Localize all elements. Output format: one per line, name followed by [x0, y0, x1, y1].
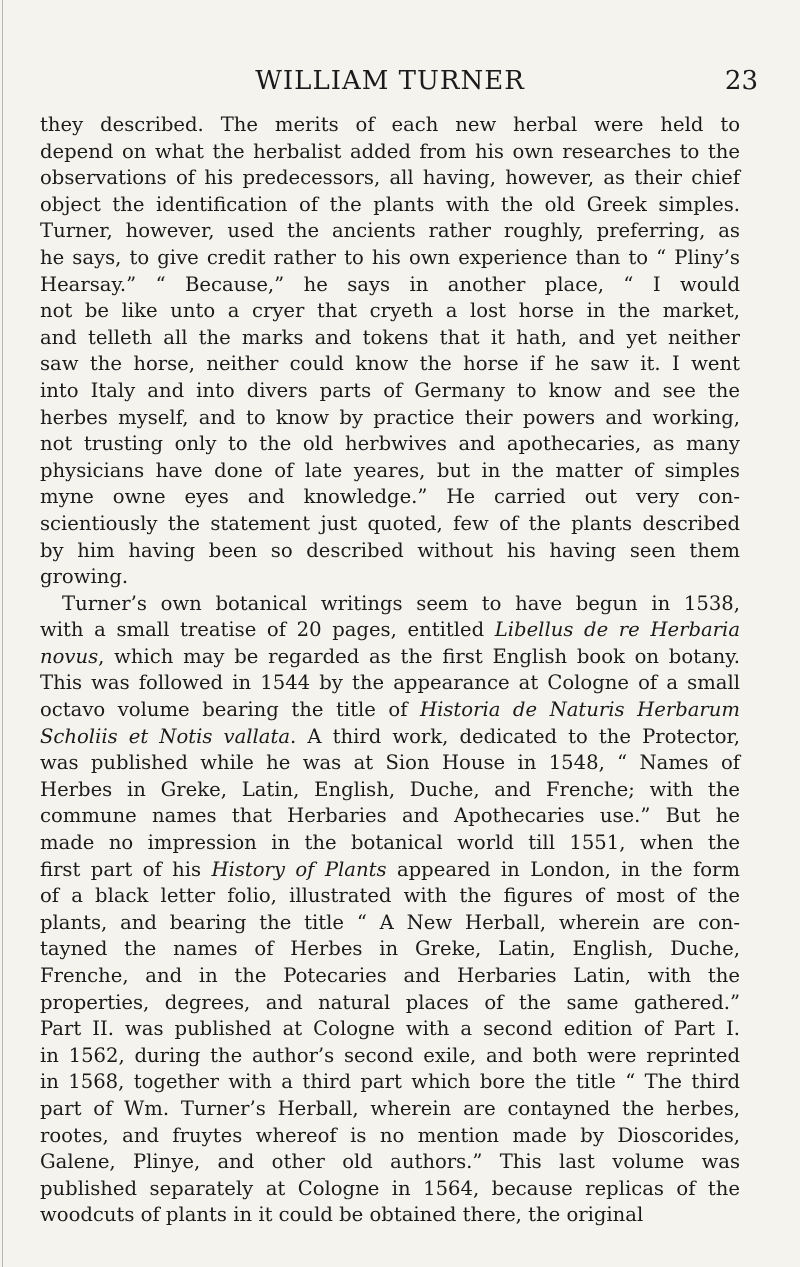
text-line: scientiously the statement just quoted, few of the plants described: [40, 511, 740, 535]
book-title-italic: novus: [40, 644, 99, 668]
text-line: rootes, and fruytes whereof is no mention made by Dioscorides,: [40, 1123, 740, 1147]
text-line: observations of his predecessors, all having, however, as their chief: [40, 166, 740, 190]
book-title-italic: Libellus de re Herbaria: [494, 618, 740, 642]
body-text: [40, 112, 740, 1229]
text-segment: octavo volume bearing the title of: [40, 698, 408, 722]
text-line: properties, degrees, and natural places of the same gathered.”: [40, 990, 740, 1014]
book-title-italic: Scholiis et Notis vallata: [40, 724, 291, 748]
book-title-italic: Historia de Naturis Herbarum: [420, 698, 740, 722]
text-line: Hearsay.” “ Because,” he says in another place, “ I would: [40, 272, 740, 296]
text-line: [40, 724, 740, 751]
text-line: plants, and bearing the title “ A New Herball, wherein are con-: [40, 910, 740, 934]
text-line: physicians have done of late yeares, but in the matter of simples: [40, 458, 740, 482]
text-line: [40, 697, 740, 724]
text-line: herbes myself, and to know by practice their powers and working,: [40, 405, 740, 429]
text-line: published separately at Cologne in 1564, because replicas of the: [40, 1176, 740, 1200]
text-line: [40, 617, 740, 644]
text-line: made no impression in the botanical world till 1551, when the: [40, 831, 740, 855]
text-segment: first part of his: [40, 857, 202, 881]
text-line: not trusting only to the old herbwives and apothecaries, as many: [40, 432, 740, 456]
text-line: they described. The merits of each new herbal were held to: [40, 113, 740, 136]
text-line: Turner’s own botanical writings seem to have begun in 1538,: [62, 591, 740, 615]
text-line: myne owne eyes and knowledge.” He carried out very con-: [40, 485, 740, 509]
text-segment: appeared in London, in the form: [396, 857, 741, 881]
text-line: not be like unto a cryer that cryeth a lost horse in the market,: [40, 299, 740, 323]
text-segment: . A third work, dedicated to the Protector,: [290, 724, 740, 748]
text-line: Turner, however, used the ancients rather roughly, preferring, as: [40, 219, 740, 243]
text-line: he says, to give credit rather to his own experience than to “ Pliny’s: [40, 245, 740, 269]
text-line: part of Wm. Turner’s Herball, wherein are contayned the herbes,: [40, 1096, 740, 1120]
text-line: saw the horse, neither could know the horse if he saw it. I went: [40, 352, 740, 376]
text-segment: , which may be regarded as the first English book on botany.: [98, 644, 740, 668]
text-line: [40, 644, 740, 671]
text-line: was published while he was at Sion House in 1548, “ Names of: [40, 751, 740, 775]
text-line: [40, 857, 740, 884]
text-line: in 1562, during the author’s second exile, and both were reprinted: [40, 1043, 740, 1067]
running-title: WILLIAM TURNER: [255, 66, 525, 96]
text-line: woodcuts of plants in it could be obtained there, the original: [40, 1203, 644, 1227]
page-edge-line: [2, 0, 3, 1267]
text-line: tayned the names of Herbes in Greke, Latin, English, Duche,: [40, 937, 740, 961]
text-line: object the identification of the plants with the old Greek simples.: [40, 192, 740, 216]
text-line: by him having been so described without his having seen them: [40, 538, 740, 562]
text-line: Frenche, and in the Potecaries and Herbaries Latin, with the: [40, 964, 740, 987]
text-line: Part II. was published at Cologne with a second edition of Part I.: [40, 1017, 740, 1041]
text-line: and telleth all the marks and tokens that it hath, and yet neither: [40, 325, 740, 349]
text-segment: with a small treatise of 20 pages, entitled: [40, 618, 485, 642]
text-line: commune names that Herbaries and Apothecaries use.” But he: [40, 804, 740, 828]
text-line: in 1568, together with a third part which bore the title “ The third: [40, 1070, 740, 1094]
text-line: Galene, Plinye, and other old authors.” This last volume was: [40, 1150, 740, 1174]
text-line: depend on what the herbalist added from his own researches to the: [40, 139, 740, 163]
text-line: into Italy and into divers parts of Germany to know and see the: [40, 378, 740, 402]
book-title-italic: History of Plants: [211, 857, 387, 881]
page-number: 23: [724, 66, 758, 96]
text-line: This was followed in 1544 by the appearance at Cologne of a small: [40, 671, 740, 695]
text-line: growing.: [40, 565, 129, 589]
text-line: of a black letter folio, illustrated with the figures of most of the: [40, 884, 740, 908]
text-line: Herbes in Greke, Latin, English, Duche, and Frenche; with the: [40, 777, 740, 801]
page-header: [40, 64, 758, 104]
